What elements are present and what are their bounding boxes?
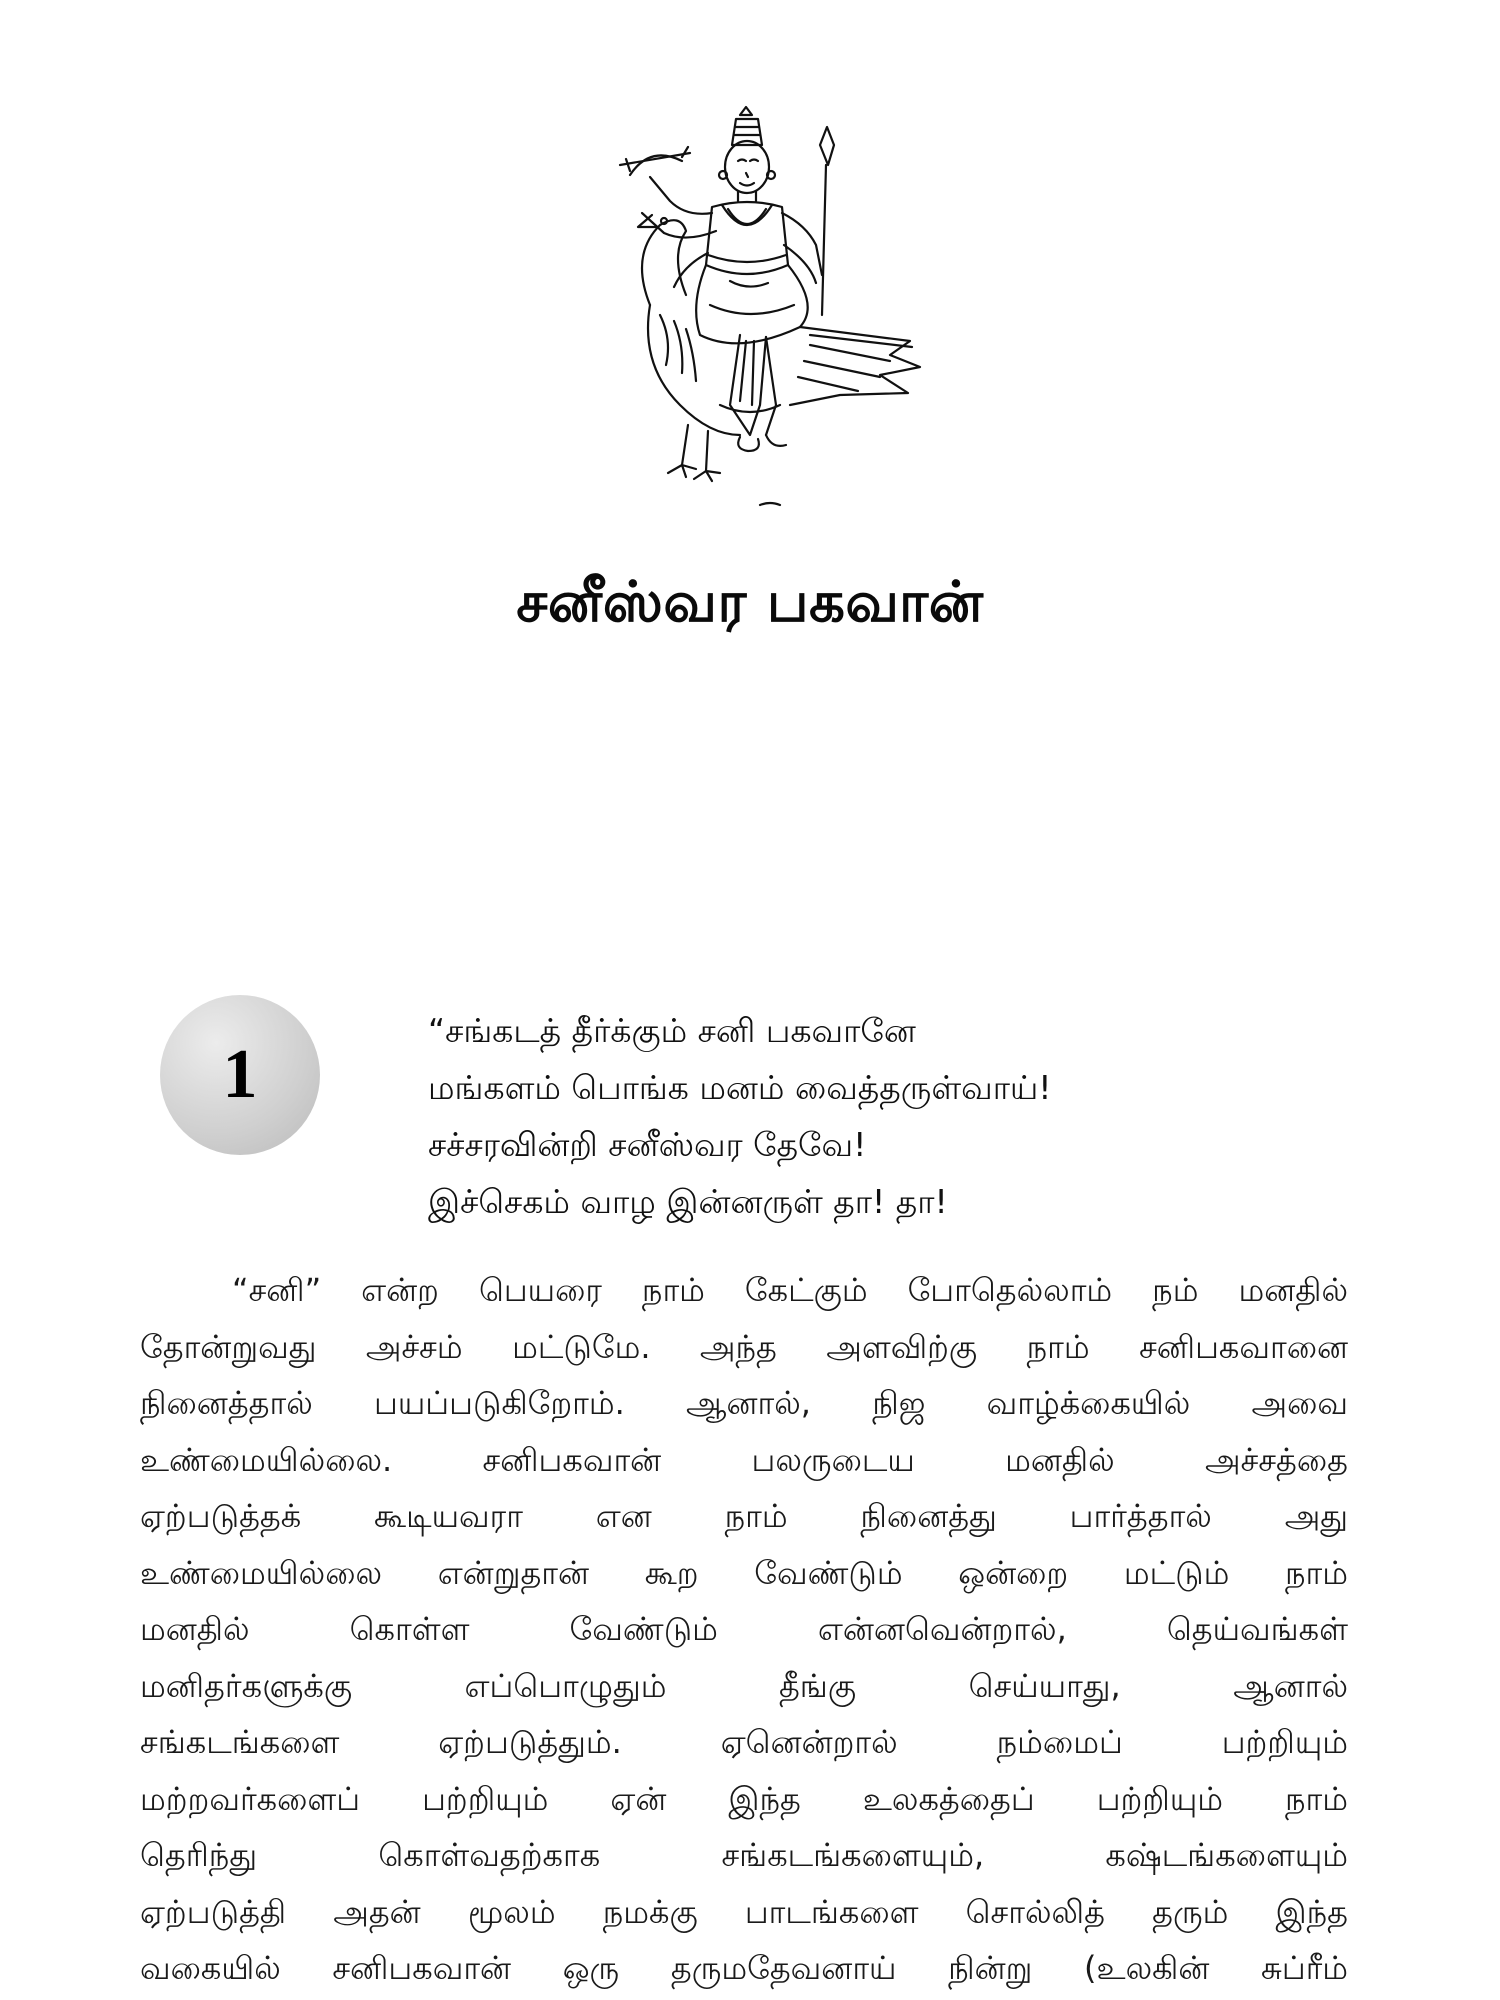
paragraph-line: தெரிந்து கொள்வதற்காக சங்கடங்களையும், கஷ்டங்களையும்	[140, 1836, 1348, 1874]
paragraph-line: தோன்றுவது அச்சம் மட்டுமே. அந்த அளவிற்கு நாம் சனிபகவானை	[140, 1327, 1348, 1366]
page-title: சனீஸ்வர பகவான்	[516, 570, 984, 635]
paragraph-line: உண்மையில்லை என்றுதான் கூற வேண்டும் ஒன்றை மட்டும் நாம்	[140, 1553, 1348, 1592]
deity-illustration	[590, 105, 930, 525]
paragraph-line: ஏற்படுத்தி அதன் மூலம் நமக்கு பாடங்களை சொல்லித் தரும் இந்த	[140, 1892, 1348, 1931]
paragraph-line: உண்மையில்லை. சனிபகவான் பலருடைய மனதில் அச்சத்தை	[140, 1440, 1348, 1479]
paragraph-line: மனிதர்களுக்கு எப்பொழுதும் தீங்கு செய்யாது, ஆனால்	[140, 1666, 1348, 1705]
paragraph-line: மற்றவர்களைப் பற்றியும் ஏன் இந்த உலகத்தைப் பற்றியும் நாம்	[140, 1779, 1348, 1818]
paragraph-line: மனதில் கொள்ள வேண்டும் என்னவென்றால், தெய்வங்கள்	[140, 1610, 1348, 1648]
chapter-number: 1	[222, 1036, 258, 1113]
verse-line: சச்சரவின்றி சனீஸ்வர தேவே!	[428, 1125, 867, 1164]
body-paragraph	[140, 1262, 1348, 1997]
paragraph-line: “சனி” என்ற பெயரை நாம் கேட்கும் போதெல்லாம் நம் மனதில்	[232, 1271, 1348, 1309]
paragraph-line: சங்கடங்களை ஏற்படுத்தும். ஏனென்றால் நம்மைப் பற்றியும்	[140, 1723, 1348, 1761]
verse-line: இச்செகம் வாழ இன்னருள் தா! தா!	[428, 1182, 948, 1221]
paragraph-line: வகையில் சனிபகவான் ஒரு தருமதேவனாய் நின்று (உலகின் சுப்ரீம்	[140, 1949, 1348, 1987]
verse-line: மங்களம் பொங்க மனம் வைத்தருள்வாய்!	[428, 1068, 1052, 1107]
opening-verse	[428, 1002, 1328, 1230]
paragraph-line: ஏற்படுத்தக் கூடியவரா என நாம் நினைத்து பார்த்தால் அது	[140, 1497, 1348, 1535]
paragraph-line: நினைத்தால் பயப்படுகிறோம். ஆனால், நிஜ வாழ்க்கையில் அவை	[140, 1384, 1348, 1422]
verse-line: “சங்கடத் தீர்க்கும் சனி பகவானே	[428, 1011, 916, 1050]
chapter-number-badge	[160, 995, 320, 1155]
